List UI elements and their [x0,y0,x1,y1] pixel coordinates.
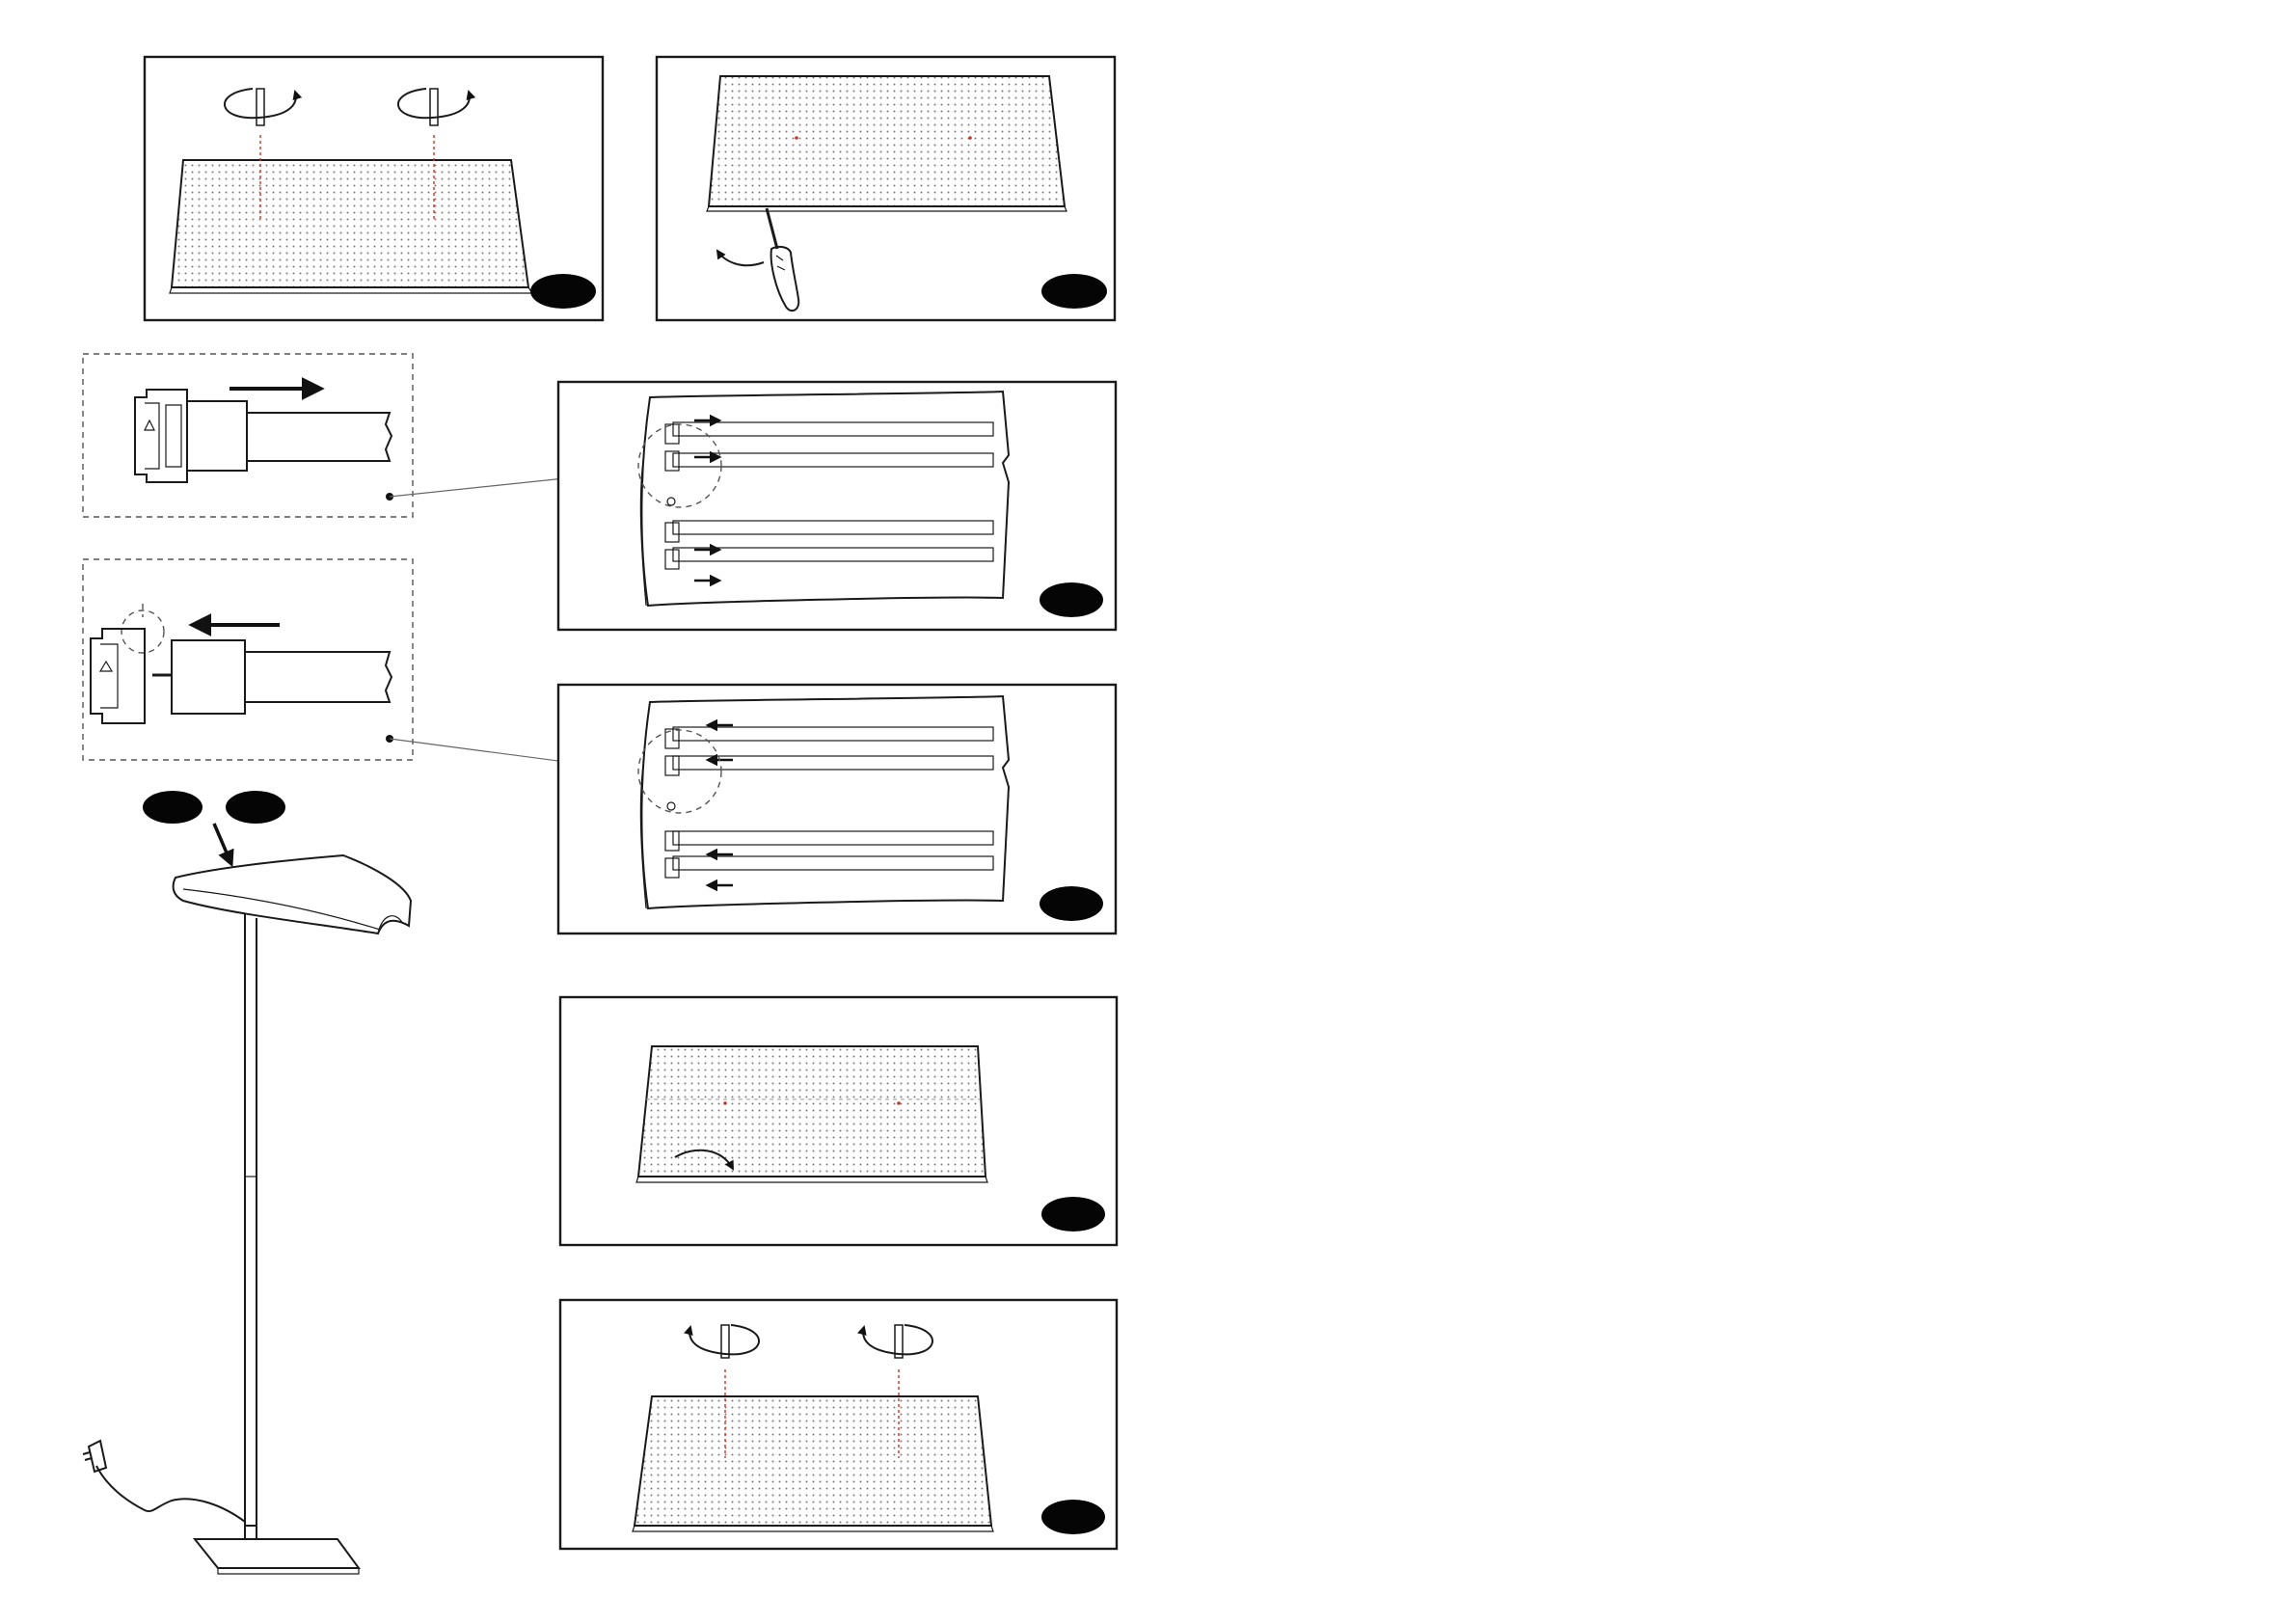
step-badge [1041,1500,1105,1534]
floor-lamp-icon [174,855,411,1574]
tube-in-detail [83,559,638,771]
floor-lamp-overview [83,791,411,1574]
tube-out-detail [83,354,638,517]
step-badge [530,274,596,309]
step-badge [226,791,285,824]
step-insert-tubes-panel [558,685,1116,934]
diffuser-panel [638,1046,986,1177]
step-remove-tubes-panel [558,382,1116,630]
diffuser-panel [709,76,1065,206]
pointer-arrow-icon [214,824,231,864]
step-badge [1040,886,1103,921]
lamp-holder-icon [91,629,145,723]
step-refit-screws-panel [560,1300,1117,1549]
lamp-holder-icon [135,390,187,482]
step-pry-diffuser-panel [657,57,1115,320]
plug-icon [83,1441,106,1472]
step-badge [1041,1197,1105,1232]
step-badge [1041,274,1107,309]
step-close-diffuser-panel [560,997,1117,1245]
step-badge [1040,582,1103,617]
diffuser-panel [635,1396,991,1526]
diffuser-panel [172,160,528,287]
step-badge [143,791,203,824]
step-remove-screws-panel [145,57,603,320]
